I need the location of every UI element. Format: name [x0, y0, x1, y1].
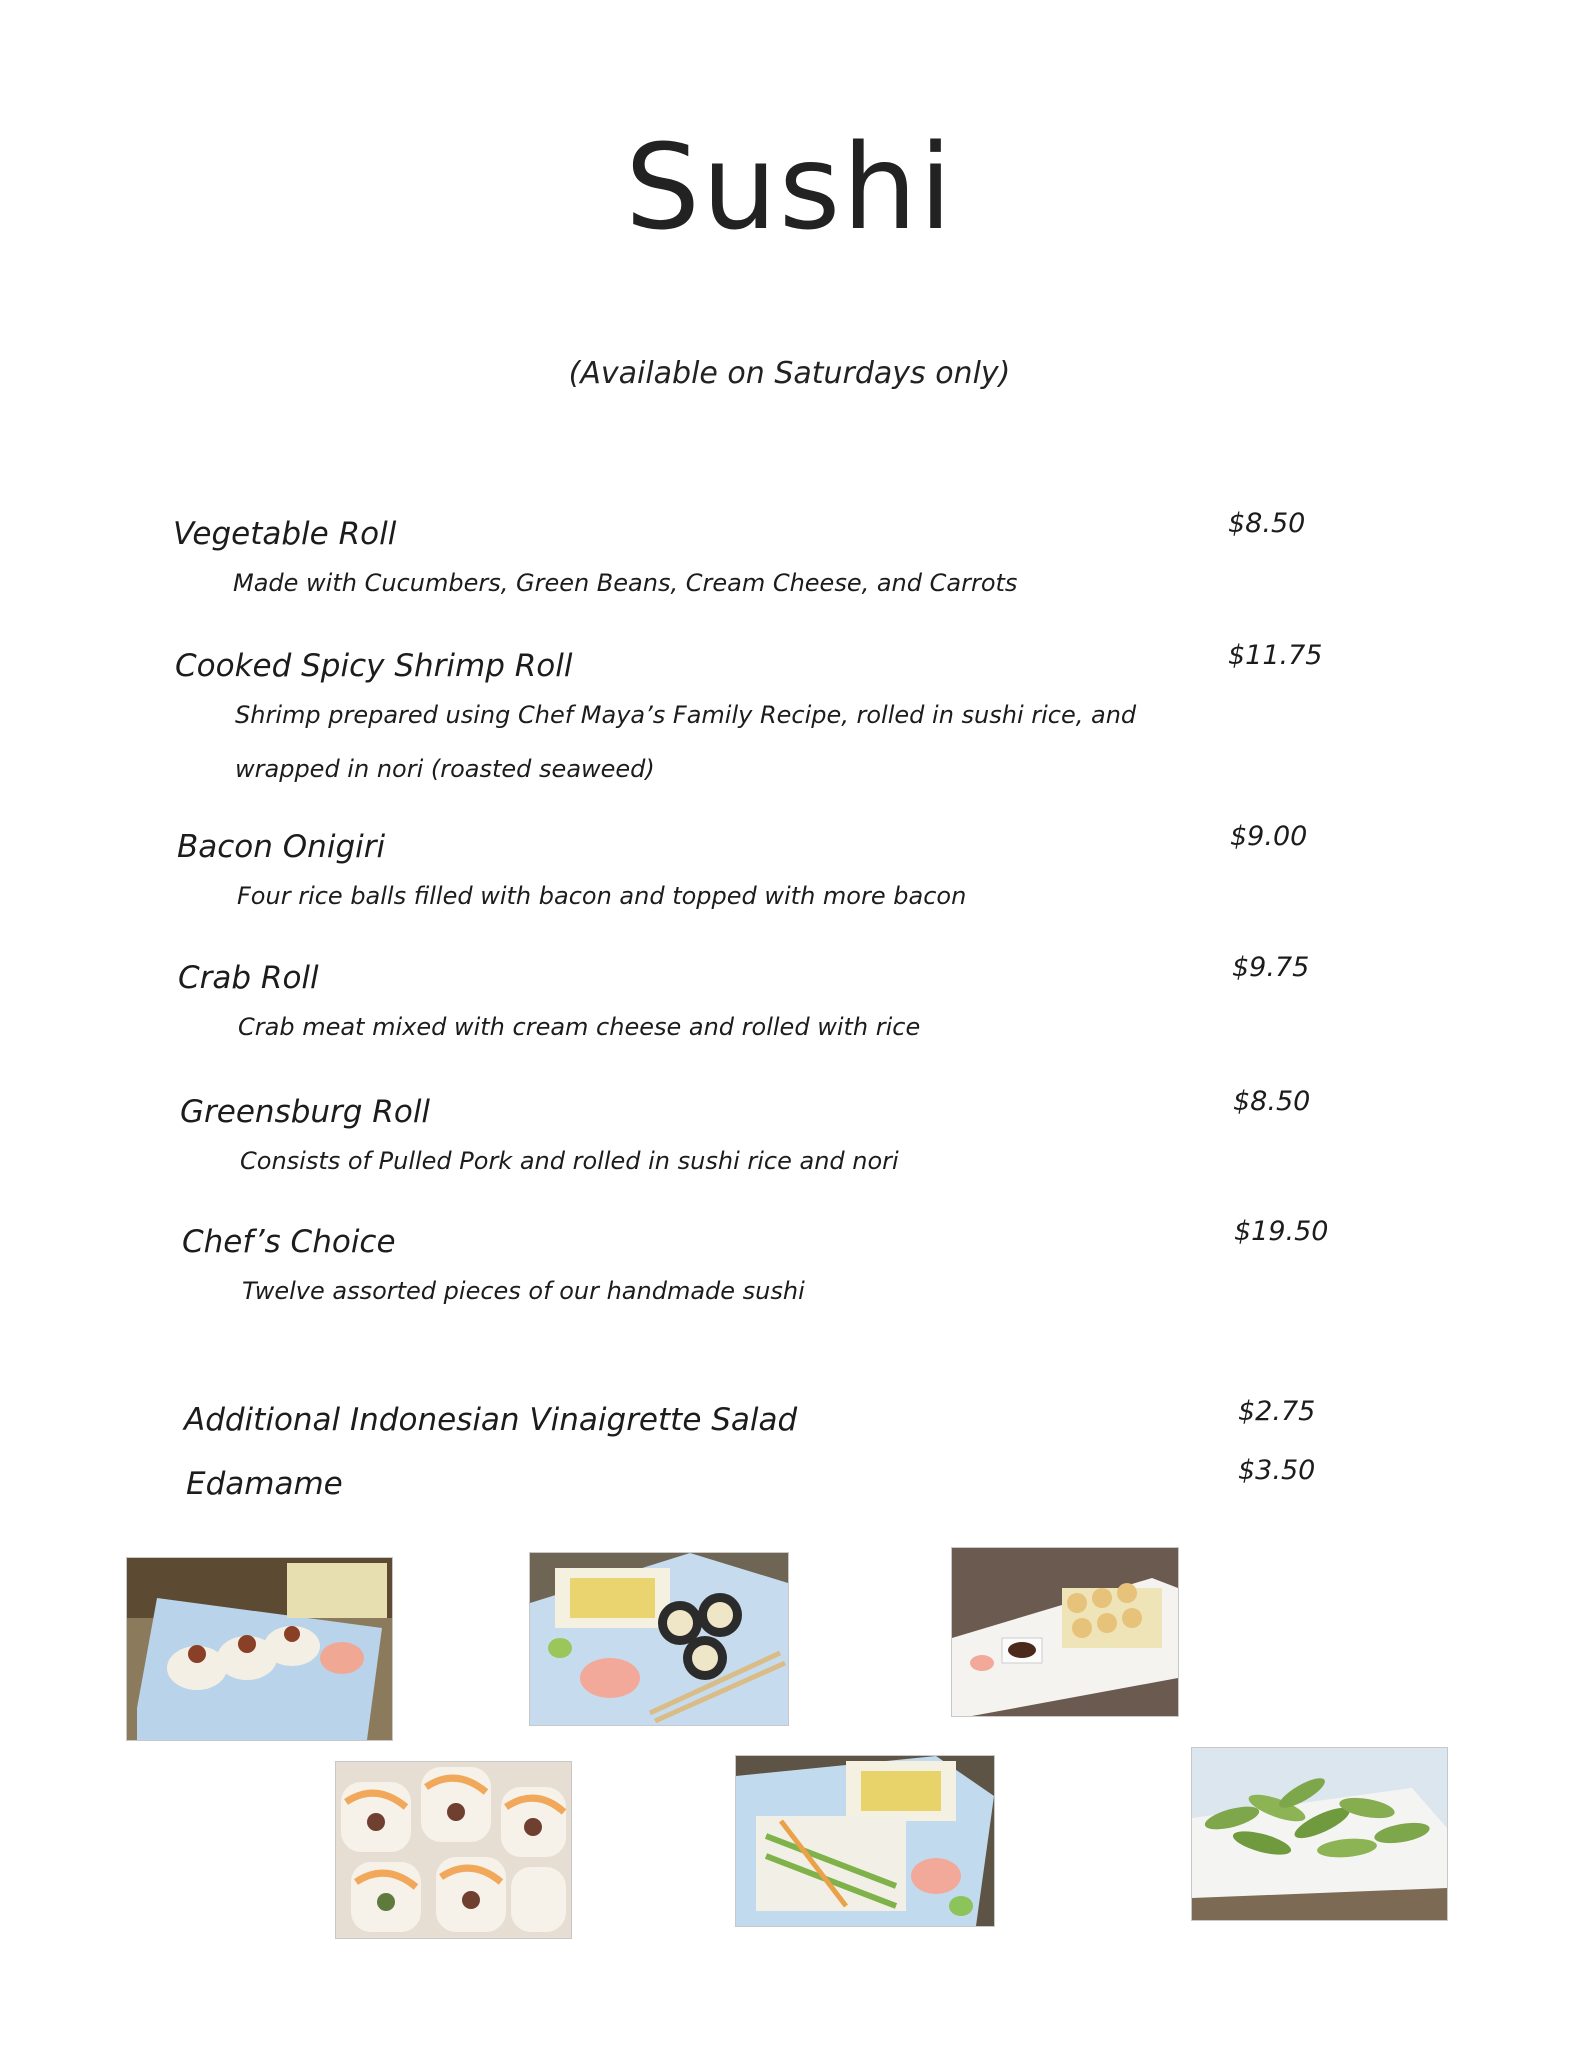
item-description-line: wrapped in nori (roasted seaweed): [235, 755, 655, 783]
item-description-line: Shrimp prepared using Chef Maya’s Family Recipe, rolled in sushi rice, and: [235, 701, 1137, 729]
item-price: $8.50: [1233, 1086, 1311, 1117]
item-name: Vegetable Roll: [173, 516, 397, 552]
item-description: Twelve assorted pieces of our handmade sushi: [242, 1277, 805, 1305]
edamame-photo: [1192, 1748, 1447, 1920]
availability-note: (Available on Saturdays only): [568, 356, 1011, 391]
item-name: Greensburg Roll: [180, 1094, 431, 1130]
item-name: Cooked Spicy Shrimp Roll: [175, 648, 573, 684]
extra-item-price: $2.75: [1238, 1396, 1316, 1427]
item-description: [235, 688, 1175, 796]
item-description: Consists of Pulled Pork and rolled in sushi rice and nori: [240, 1147, 899, 1175]
item-description: Four rice balls filled with bacon and topped with more bacon: [237, 882, 967, 910]
extra-item-price: $3.50: [1238, 1455, 1316, 1486]
crab-roll-photo: [336, 1762, 571, 1938]
vegetable-roll-photo: [736, 1756, 994, 1926]
extra-item-name: Edamame: [186, 1466, 343, 1502]
spicy-shrimp-roll-photo: [952, 1548, 1178, 1716]
item-description: Made with Cucumbers, Green Beans, Cream Cheese, and Carrots: [233, 569, 1018, 597]
item-price: $11.75: [1228, 640, 1323, 671]
item-price: $9.00: [1230, 821, 1308, 852]
greensburg-roll-photo: [530, 1553, 788, 1725]
bacon-onigiri-photo: [127, 1558, 392, 1740]
item-price: $8.50: [1228, 508, 1306, 539]
item-price: $19.50: [1234, 1216, 1329, 1247]
item-description: Crab meat mixed with cream cheese and rolled with rice: [238, 1013, 921, 1041]
item-name: Chef’s Choice: [182, 1224, 396, 1260]
extra-item-name: Additional Indonesian Vinaigrette Salad: [184, 1402, 798, 1438]
item-name: Crab Roll: [178, 960, 319, 996]
item-price: $9.75: [1232, 952, 1310, 983]
page-title: Sushi: [625, 118, 954, 256]
item-name: Bacon Onigiri: [177, 829, 386, 865]
